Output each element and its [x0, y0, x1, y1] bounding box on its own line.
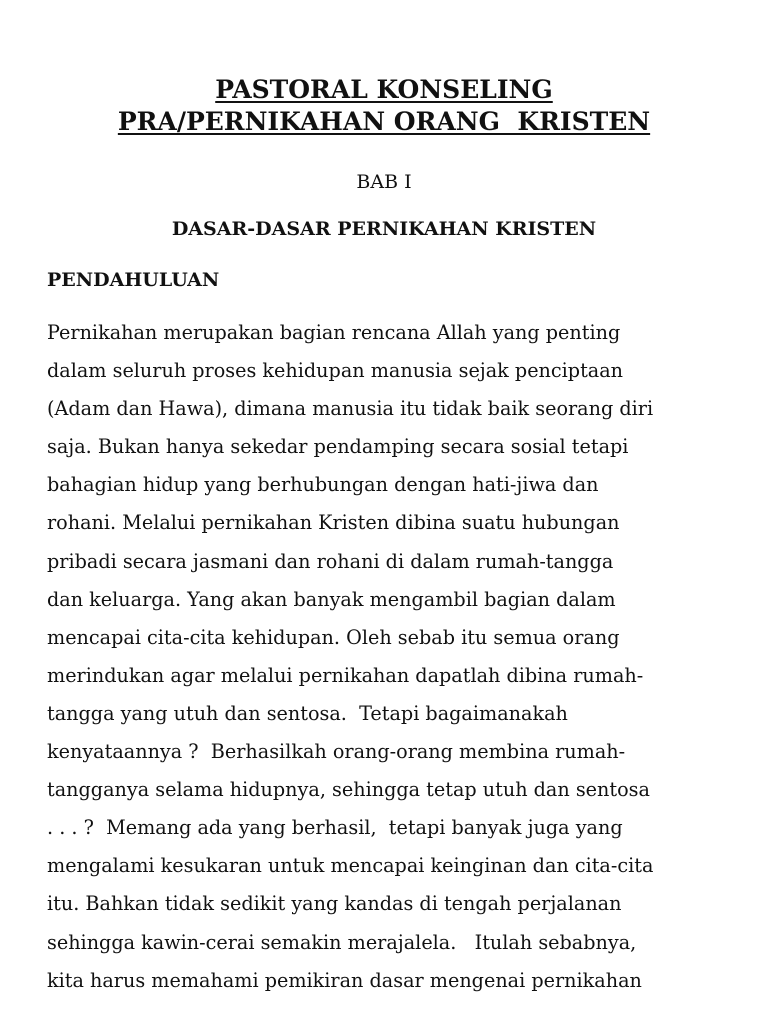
chapter-title: DASAR-DASAR PERNIKAHAN KRISTEN	[171, 218, 597, 240]
paragraph-line: kita harus memahami pemikiran dasar mengenai pernikahan	[47, 968, 642, 992]
body-paragraph	[47, 314, 737, 1000]
paragraph-line: merindukan agar melalui pernikahan dapatlah dibina rumah-	[47, 663, 644, 687]
paragraph-line: dan keluarga. Yang akan banyak mengambil bagian dalam	[47, 587, 616, 611]
paragraph-line: pribadi secara jasmani dan rohani di dalam rumah-tangga	[47, 549, 614, 573]
paragraph-line: . . . ? Memang ada yang berhasil, tetapi banyak juga yang	[47, 816, 623, 840]
chapter-label: BAB I	[356, 171, 412, 193]
paragraph-line: Pernikahan merupakan bagian rencana Allah yang penting	[47, 321, 621, 344]
section-heading: PENDAHULUAN	[47, 269, 220, 291]
document-title-line-1: PASTORAL KONSELING	[215, 75, 553, 104]
paragraph-line: mencapai cita-cita kehidupan. Oleh sebab itu semua orang	[47, 625, 620, 649]
paragraph-line: saja. Bukan hanya sekedar pendamping secara sosial tetapi	[47, 435, 629, 459]
paragraph-line: kenyataannya ? Berhasilkah orang-orang membina rumah-	[47, 740, 626, 764]
paragraph-line: (Adam dan Hawa), dimana manusia itu tidak baik seorang diri	[47, 397, 654, 421]
paragraph-line: bahagian hidup yang berhubungan dengan hati-jiwa dan	[47, 473, 599, 497]
paragraph-line: rohani. Melalui pernikahan Kristen dibina suatu hubungan	[47, 511, 620, 535]
paragraph-line: itu. Bahkan tidak sedikit yang kandas di tengah perjalanan	[47, 892, 622, 916]
paragraph-line: sehingga kawin-cerai semakin merajalela. Itulah sebabnya,	[47, 930, 637, 954]
paragraph-line: tangga yang utuh dan sentosa. Tetapi bagaimanakah	[47, 701, 568, 725]
paragraph-line: dalam seluruh proses kehidupan manusia sejak penciptaan	[47, 359, 624, 383]
paragraph-line: tangganya selama hidupnya, sehingga tetap utuh dan sentosa	[47, 778, 650, 802]
paragraph-line: mengalami kesukaran untuk mencapai keinginan dan cita-cita	[47, 854, 654, 878]
document-title-line-2: PRA/PERNIKAHAN ORANG KRISTEN	[117, 107, 651, 136]
